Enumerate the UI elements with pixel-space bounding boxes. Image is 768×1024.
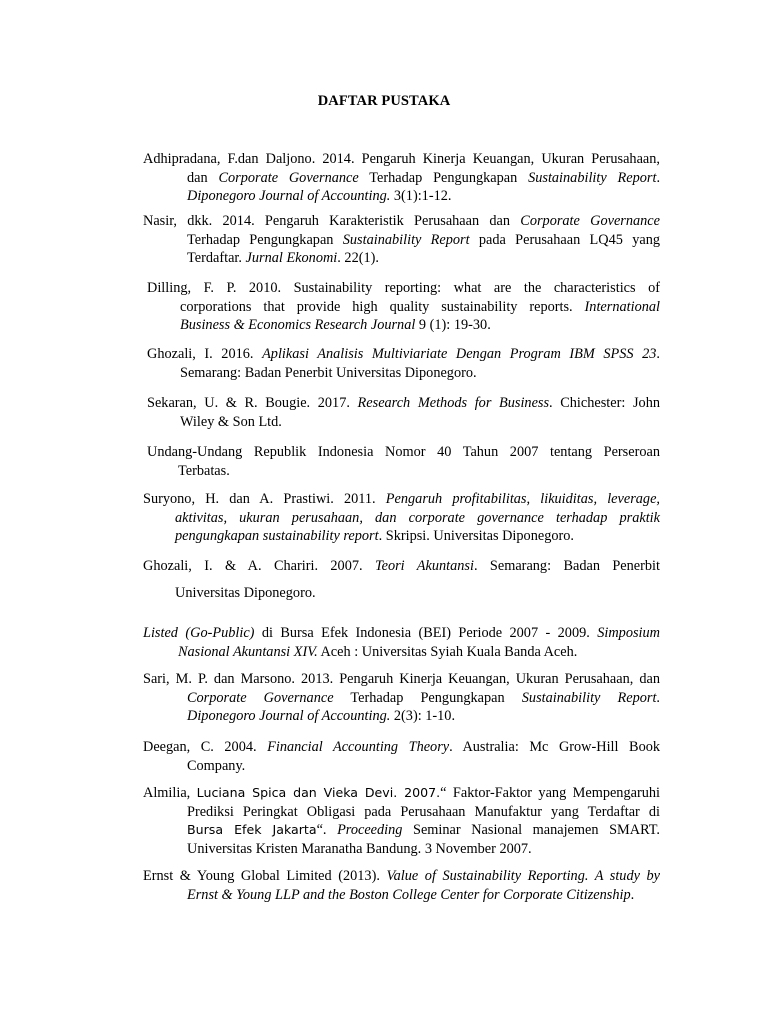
reference-text: .	[656, 169, 661, 186]
reference-line	[143, 803, 660, 822]
italic-text: Business & Economics Research Journal	[180, 317, 416, 334]
italic-text: Teori Akuntansi	[374, 558, 474, 574]
italic-text: International	[584, 298, 660, 315]
reference-line	[143, 490, 660, 509]
italic-text: Diponegoro Journal of Accounting.	[187, 708, 391, 725]
reference-text: Bursa Efek Jakarta	[187, 822, 317, 838]
reference-text: Terhadap Pengungkapan	[333, 689, 522, 706]
reference-line	[147, 345, 660, 364]
reference-text: .	[630, 886, 635, 903]
reference-line	[143, 624, 660, 643]
reference-text: Seminar Nasional manajemen SMART.	[402, 822, 660, 839]
reference-line	[147, 364, 660, 383]
reference-text: Wiley & Son Ltd.	[180, 413, 282, 430]
reference-line	[147, 443, 660, 462]
reference-text: Aceh : Universitas Syiah Kuala Banda Aceh.	[317, 643, 578, 660]
reference-text: Semarang: Badan Penerbit Universitas Diponegoro.	[180, 364, 477, 381]
reference-line	[147, 316, 660, 335]
reference-line	[143, 757, 660, 776]
italic-text: Corporate Governance	[187, 689, 334, 706]
italic-text: Corporate Governance	[520, 213, 660, 229]
reference-text: Luciana Spica dan Vieka Devi. 2007.	[196, 785, 441, 800]
reference-text: Terhadap Pengungkapan	[358, 169, 529, 186]
italic-text: Ernst & Young LLP and the Boston College Center for Corporate Citizenship	[187, 886, 631, 903]
italic-text: Diponegoro Journal of Accounting.	[187, 188, 391, 205]
reference-line	[143, 527, 660, 546]
reference-text: Suryono, H. dan A. Prastiwi. 2011.	[143, 491, 386, 507]
reference-text: dan	[187, 169, 219, 186]
reference-line	[143, 187, 660, 206]
reference-ghozali-2007	[143, 557, 660, 602]
reference-text: Sekaran, U. & R. Bougie. 2017.	[147, 395, 358, 411]
italic-text: Sustainability Report	[342, 231, 470, 248]
reference-undang-undang	[147, 443, 660, 480]
page-title: DAFTAR PUSTAKA	[317, 93, 451, 109]
italic-text: Nasional Akuntansi XIV.	[178, 643, 318, 660]
italic-text: Listed (Go-Public)	[143, 625, 255, 641]
reference-line	[147, 298, 660, 317]
reference-listed-go-public	[143, 624, 660, 661]
reference-line	[143, 212, 660, 231]
reference-almilia	[143, 784, 660, 858]
reference-text: Company.	[187, 757, 246, 774]
italic-text: Financial Accounting Theory	[267, 739, 450, 755]
italic-text: Research Methods for Business	[357, 395, 550, 411]
reference-text: . Australia: Mc Grow-Hill Book	[449, 739, 661, 755]
reference-text: .	[656, 346, 660, 362]
italic-text: Jurnal Ekonomi	[245, 250, 338, 267]
reference-line	[143, 509, 660, 528]
reference-line	[147, 279, 660, 298]
reference-line	[143, 584, 660, 603]
reference-line	[143, 707, 660, 726]
reference-line	[143, 784, 660, 803]
reference-text: Ernst & Young Global Limited (2013).	[143, 868, 387, 884]
reference-text: pada Perusahaan LQ45 yang	[469, 231, 660, 248]
reference-text: .	[656, 689, 660, 706]
italic-text: Proceeding	[337, 822, 403, 839]
reference-line	[147, 462, 660, 481]
reference-line	[143, 886, 660, 905]
reference-sekaran	[147, 394, 660, 431]
reference-suryono	[143, 490, 660, 546]
reference-deegan	[143, 738, 660, 775]
reference-text: 3(1):1-12.	[390, 188, 452, 205]
reference-sari	[143, 670, 660, 726]
reference-text: 9 (1): 19-30.	[415, 317, 491, 334]
reference-text: Ghozali, I. 2016.	[147, 346, 263, 362]
reference-text: Undang-Undang Republik Indonesia Nomor 40 Tahun 2007 tentang Perseroan	[147, 444, 660, 460]
reference-text: “.	[316, 822, 338, 839]
italic-text: Sustainability Report	[521, 689, 657, 706]
reference-line	[143, 867, 660, 886]
reference-text: . Skripsi. Universitas Diponegoro.	[378, 528, 574, 545]
reference-adhipradana	[143, 150, 660, 206]
reference-text: . Semarang: Badan Penerbit	[473, 558, 660, 574]
italic-text: Value of Sustainability Reporting. A study by	[386, 868, 660, 884]
reference-line	[143, 169, 660, 188]
reference-line	[143, 231, 660, 250]
reference-line	[143, 689, 660, 708]
reference-text: Almilia,	[143, 785, 197, 801]
reference-text: Dilling, F. P. 2010. Sustainability reporting: what are the characteristics of	[147, 280, 660, 296]
reference-text: di Bursa Efek Indonesia (BEI) Periode 2007 - 2009.	[254, 625, 598, 641]
italic-text: pengungkapan sustainability report	[175, 528, 379, 545]
reference-line	[143, 821, 660, 840]
italic-text: Simposium	[597, 625, 660, 641]
reference-text: . 22(1).	[337, 250, 379, 267]
reference-text: corporations that provide high quality sustainability reports.	[180, 298, 585, 315]
reference-text: Terdaftar.	[187, 250, 246, 267]
reference-text: Universitas Kristen Maranatha Bandung. 3 November 2007.	[187, 840, 532, 857]
reference-ghozali-2016	[147, 345, 660, 382]
reference-dilling	[147, 279, 660, 335]
reference-line	[143, 249, 660, 268]
reference-line	[147, 394, 660, 413]
reference-nasir	[143, 212, 660, 268]
reference-text: Adhipradana, F.dan Daljono. 2014. Pengaruh Kinerja Keuangan, Ukuran Perusahaan,	[143, 151, 660, 167]
reference-text: Universitas Diponegoro.	[175, 584, 316, 601]
reference-line	[143, 670, 660, 689]
reference-text: Ghozali, I. & A. Chariri. 2007.	[143, 558, 375, 574]
reference-text: Terhadap Pengungkapan	[187, 231, 343, 248]
italic-text: Pengaruh profitabilitas, likuiditas, leverage,	[385, 491, 660, 507]
reference-line	[143, 150, 660, 169]
italic-text: Corporate Governance	[218, 169, 359, 186]
reference-line	[147, 413, 660, 432]
reference-text: Nasir, dkk. 2014. Pengaruh Karakteristik Perusahaan dan	[143, 213, 521, 229]
reference-text: . Chichester: John	[549, 395, 660, 411]
reference-line	[143, 643, 660, 662]
reference-text: Terbatas.	[178, 462, 230, 479]
reference-text: Sari, M. P. dan Marsono. 2013. Pengaruh Kinerja Keuangan, Ukuran Perusahaan, dan	[143, 671, 660, 687]
reference-text: 2(3): 1-10.	[390, 708, 456, 725]
italic-text: Aplikasi Analisis Multiviariate Dengan Program IBM SPSS 23	[262, 346, 657, 362]
reference-ernst-young	[143, 867, 660, 904]
reference-line	[143, 738, 660, 757]
reference-line	[143, 840, 660, 859]
reference-text: “ Faktor-Faktor yang Mempengaruhi	[440, 785, 660, 801]
italic-text: aktivitas, ukuran perusahaan, dan corporate governance terhadap praktik	[175, 509, 660, 526]
reference-text: Deegan, C. 2004.	[143, 739, 268, 755]
reference-text: Prediksi Peringkat Obligasi pada Perusahaan Manufaktur yang Terdaftar di	[187, 803, 660, 820]
reference-line	[143, 557, 660, 576]
italic-text: Sustainability Report	[528, 169, 657, 186]
